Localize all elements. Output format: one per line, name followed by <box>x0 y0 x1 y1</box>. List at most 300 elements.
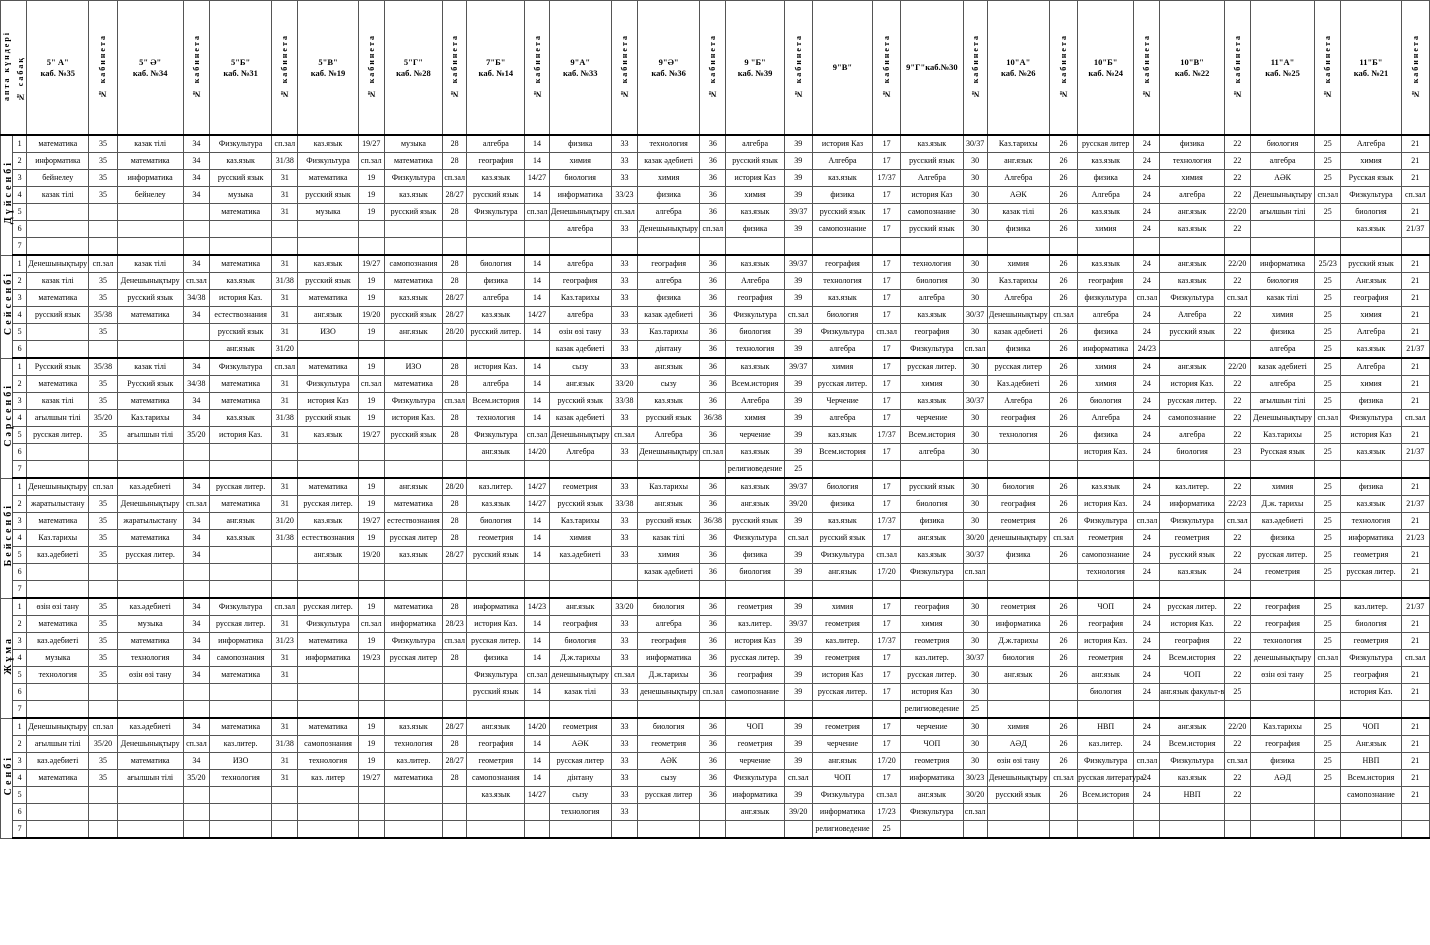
lesson-number: 6 <box>13 341 27 359</box>
room-cell <box>525 461 549 479</box>
lesson-row <box>1 667 1430 684</box>
room-cell: сп.зал <box>1315 650 1341 667</box>
room-cell: 34 <box>183 616 209 633</box>
subject-cell <box>1250 804 1314 821</box>
room-cell <box>963 821 987 839</box>
room-cell <box>443 444 467 461</box>
room-cell: 33 <box>611 221 637 238</box>
room-cell: 39/37 <box>784 204 812 221</box>
subject-cell: физика <box>987 341 1049 359</box>
room-cell: сп.зал <box>443 633 467 650</box>
subject-cell: Физкультура <box>1160 513 1224 530</box>
room-cell: 17 <box>873 204 901 221</box>
subject-cell: Денешынықтыру <box>27 478 89 496</box>
subject-cell: география <box>987 496 1049 513</box>
room-cell: 17 <box>873 307 901 324</box>
subject-cell: алгебра <box>638 204 700 221</box>
room-cell: 36 <box>700 290 726 307</box>
subject-cell: Физкультура <box>1160 753 1224 770</box>
subject-cell <box>1078 238 1134 256</box>
subject-cell: технология <box>1250 633 1314 650</box>
subject-cell: Каз.тарихы <box>638 478 700 496</box>
subject-cell: Физкультура <box>901 564 963 581</box>
subject-cell: математика <box>209 393 271 410</box>
cabinet-label: № кабинета <box>970 33 980 99</box>
room-cell: 28 <box>443 530 467 547</box>
subject-cell: русский язык <box>901 221 963 238</box>
subject-cell: география <box>812 255 872 273</box>
room-cell: 22 <box>1224 598 1250 616</box>
room-cell: 31/38 <box>272 736 298 753</box>
subject-cell <box>209 461 271 479</box>
room-cell: 24 <box>1134 410 1160 427</box>
room-cell: 14 <box>525 770 549 787</box>
room-cell: 39 <box>784 290 812 307</box>
subject-cell: Русский язык <box>27 358 89 376</box>
subject-cell: денешынықтыру <box>638 684 700 701</box>
subject-cell: Физкультура <box>812 787 872 804</box>
room-cell: 24 <box>1134 135 1160 153</box>
subject-cell: русская литер. <box>812 684 872 701</box>
subject-cell: биология <box>1341 204 1401 221</box>
day-name: Сейсенбі <box>3 271 14 336</box>
subject-cell: Всем.история <box>1341 770 1401 787</box>
room-cell: 17 <box>873 255 901 273</box>
subject-cell: математика <box>209 376 271 393</box>
room-cell: 14/27 <box>525 307 549 324</box>
room-cell: 39 <box>784 513 812 530</box>
room-cell: 34 <box>183 255 209 273</box>
room-cell: 19/20 <box>358 547 384 564</box>
room-cell: 26 <box>1049 358 1077 376</box>
room-cell: сп.зал <box>873 324 901 341</box>
subject-cell: Черчение <box>812 393 872 410</box>
subject-cell: каз.литер. <box>812 633 872 650</box>
subject-cell <box>384 667 442 684</box>
subject-cell <box>117 238 183 256</box>
room-cell: 30 <box>963 478 987 496</box>
subject-cell: казак әдебиеті <box>638 153 700 170</box>
subject-cell: алгебра <box>1160 187 1224 204</box>
lesson-row <box>1 427 1430 444</box>
subject-cell: Физкультура <box>209 358 271 376</box>
room-cell: 24 <box>1134 393 1160 410</box>
room-cell <box>183 684 209 701</box>
room-cell: 23 <box>1224 444 1250 461</box>
room-cell: 30 <box>963 410 987 427</box>
room-cell: 14 <box>525 684 549 701</box>
room-cell: 34 <box>183 393 209 410</box>
subject-cell: история Каз <box>901 187 963 204</box>
subject-cell <box>726 238 784 256</box>
subject-cell <box>1341 701 1401 719</box>
subject-cell: математика <box>117 153 183 170</box>
room-cell: 17 <box>873 410 901 427</box>
lesson-row <box>1 170 1430 187</box>
lesson-row <box>1 290 1430 307</box>
room-cell: 30 <box>963 513 987 530</box>
subject-cell: анг.язык <box>901 530 963 547</box>
room-cell: 28 <box>443 204 467 221</box>
subject-cell: Физкультура <box>384 393 442 410</box>
subject-cell: каз.язык <box>467 787 525 804</box>
subject-cell: Физкультура <box>209 598 271 616</box>
room-cell: 34 <box>183 753 209 770</box>
subject-cell: Каз.тарихы <box>549 513 611 530</box>
room-cell: 25 <box>784 461 812 479</box>
room-cell: сп.зал <box>784 530 812 547</box>
subject-cell: история Каз. <box>1078 496 1134 513</box>
lesson-number: 7 <box>13 238 27 256</box>
room-cell: 36 <box>700 255 726 273</box>
lesson-row <box>1 221 1430 238</box>
subject-cell <box>638 581 700 599</box>
room-cell <box>1315 701 1341 719</box>
subject-cell <box>1160 821 1224 839</box>
lesson-row <box>1 478 1430 496</box>
subject-cell: география <box>549 616 611 633</box>
room-cell: 19 <box>358 530 384 547</box>
room-cell: 25 <box>1315 444 1341 461</box>
room-cell: 24 <box>1134 547 1160 564</box>
subject-cell: география <box>638 255 700 273</box>
lesson-number: 6 <box>13 804 27 821</box>
subject-cell: Физкультура <box>1341 650 1401 667</box>
cabinet-label: № кабинета <box>280 33 290 99</box>
room-cell: 26 <box>1049 547 1077 564</box>
subject-cell: Физкультура <box>467 427 525 444</box>
room-cell: 21 <box>1401 135 1429 153</box>
subject-cell: русская литер. <box>117 547 183 564</box>
subject-cell: геометрия <box>467 530 525 547</box>
room-cell: 26 <box>1049 427 1077 444</box>
subject-cell <box>987 444 1049 461</box>
room-cell: 17 <box>873 444 901 461</box>
room-cell: 25/23 <box>1315 255 1341 273</box>
subject-cell: алгебра <box>638 273 700 290</box>
subject-cell: история Каз. <box>467 358 525 376</box>
subject-cell: казак тілі <box>117 358 183 376</box>
room-cell <box>611 564 637 581</box>
room-cell: 24 <box>1134 684 1160 701</box>
room-cell: сп.зал <box>611 427 637 444</box>
room-cell: 36 <box>700 598 726 616</box>
subject-cell: АӘК <box>549 736 611 753</box>
room-cell: 21 <box>1401 667 1429 684</box>
room-cell: 26 <box>1049 393 1077 410</box>
subject-cell <box>987 581 1049 599</box>
lesson-row <box>1 444 1430 461</box>
subject-cell: ЧОП <box>1341 718 1401 736</box>
room-cell <box>89 701 117 719</box>
subject-cell: Алгебра <box>1341 324 1401 341</box>
room-cell: 31 <box>272 255 298 273</box>
subject-cell: каз.литер. <box>726 616 784 633</box>
subject-cell: биология <box>726 324 784 341</box>
subject-cell <box>27 238 89 256</box>
room-cell <box>183 204 209 221</box>
subject-cell: анг.язык <box>812 753 872 770</box>
subject-cell: технология <box>384 736 442 753</box>
subject-cell <box>384 444 442 461</box>
subject-cell: алгебра <box>1160 427 1224 444</box>
cabinet-label: № кабинета <box>450 33 460 99</box>
subject-cell: география <box>901 324 963 341</box>
room-cell: 30 <box>963 221 987 238</box>
room-cell: 33 <box>611 684 637 701</box>
room-cell: 30/20 <box>963 530 987 547</box>
room-cell <box>1049 581 1077 599</box>
subject-cell: алгебра <box>901 290 963 307</box>
room-cell: 33 <box>611 135 637 153</box>
subject-cell: каз.язык <box>298 513 358 530</box>
class-name: 11"А" <box>1270 56 1295 67</box>
room-cell: 26 <box>1049 255 1077 273</box>
subject-cell: география <box>901 598 963 616</box>
subject-cell: алгебра <box>549 307 611 324</box>
subject-cell <box>384 684 442 701</box>
subject-cell <box>384 581 442 599</box>
room-cell: 19 <box>358 718 384 736</box>
subject-cell: Денешынықтыру <box>987 307 1049 324</box>
cabinet-label: № кабинета <box>793 33 803 99</box>
cabinet-label: № кабинета <box>1142 33 1152 99</box>
subject-cell: денешынықтыру <box>1250 650 1314 667</box>
room-cell: 39 <box>784 650 812 667</box>
subject-cell: каз.язык <box>467 307 525 324</box>
room-cell: 35 <box>89 324 117 341</box>
subject-cell <box>209 547 271 564</box>
room-cell: 26 <box>1049 753 1077 770</box>
corner-lesson-label: № сабақ <box>15 55 25 102</box>
room-cell: 14/20 <box>525 444 549 461</box>
subject-cell: биология <box>812 478 872 496</box>
room-cell: 14 <box>525 753 549 770</box>
subject-cell: русская литер. <box>298 598 358 616</box>
room-cell: сп.зал <box>1315 410 1341 427</box>
day-cell <box>1 255 13 358</box>
subject-cell: русский язык <box>384 307 442 324</box>
lesson-row <box>1 547 1430 564</box>
subject-cell: каз.язык <box>812 513 872 530</box>
room-cell <box>272 564 298 581</box>
subject-cell: математика <box>27 376 89 393</box>
room-cell: 39 <box>784 564 812 581</box>
room-cell <box>183 821 209 839</box>
room-cell: 28 <box>443 513 467 530</box>
room-cell: 17 <box>873 341 901 359</box>
room-cell: 14 <box>525 358 549 376</box>
room-cell <box>1224 341 1250 359</box>
room-cell: 28 <box>443 427 467 444</box>
class-name: 5"Г" <box>403 56 423 67</box>
room-cell: 34/38 <box>183 376 209 393</box>
class-room: каб. №22 <box>1174 67 1210 78</box>
room-cell <box>1315 787 1341 804</box>
subject-cell <box>27 461 89 479</box>
room-cell <box>272 461 298 479</box>
room-cell: 17 <box>873 616 901 633</box>
room-cell: сп.зал <box>1224 513 1250 530</box>
room-cell: 22 <box>1224 410 1250 427</box>
room-cell: 26 <box>1049 718 1077 736</box>
room-cell: сп.зал <box>272 598 298 616</box>
subject-cell: ЧОП <box>812 770 872 787</box>
cabinet-label: № кабинета <box>1059 33 1068 99</box>
room-cell: 25 <box>1315 598 1341 616</box>
class-header <box>638 1 700 136</box>
room-cell: 25 <box>1315 496 1341 513</box>
subject-cell: география <box>1078 616 1134 633</box>
subject-cell: география <box>726 290 784 307</box>
subject-cell <box>467 564 525 581</box>
room-cell: 30 <box>963 718 987 736</box>
subject-cell: каз.язык <box>812 427 872 444</box>
subject-cell: анг.язык <box>549 598 611 616</box>
room-cell: 22 <box>1224 736 1250 753</box>
subject-cell: Русская язык <box>1250 444 1314 461</box>
room-cell: 39 <box>784 221 812 238</box>
room-cell: 19 <box>358 393 384 410</box>
lesson-number: 5 <box>13 667 27 684</box>
room-cell: 36 <box>700 393 726 410</box>
room-cell: 35 <box>89 513 117 530</box>
subject-cell: физика <box>467 273 525 290</box>
subject-cell: анг.язык <box>467 444 525 461</box>
room-cell: 33 <box>611 478 637 496</box>
room-cell <box>963 238 987 256</box>
class-room: каб. №14 <box>478 67 514 78</box>
subject-cell: сызу <box>638 770 700 787</box>
room-cell: 30 <box>963 324 987 341</box>
subject-cell: география <box>1250 736 1314 753</box>
room-cell: 31 <box>272 427 298 444</box>
class-header <box>1078 1 1134 136</box>
room-cell: 25 <box>1315 667 1341 684</box>
room-cell <box>443 461 467 479</box>
subject-cell: химия <box>638 170 700 187</box>
subject-cell: алгебра <box>549 221 611 238</box>
subject-cell: алгебра <box>726 135 784 153</box>
subject-cell: Всем.история <box>1160 650 1224 667</box>
subject-cell: Физкультура <box>812 324 872 341</box>
room-cell: сп.зал <box>873 547 901 564</box>
subject-cell: геометрия <box>812 650 872 667</box>
subject-cell: анг.язык <box>467 718 525 736</box>
room-cell <box>443 701 467 719</box>
subject-cell: математика <box>298 633 358 650</box>
subject-cell: Денешынықтыру <box>1250 410 1314 427</box>
room-cell <box>1401 461 1429 479</box>
room-cell <box>358 684 384 701</box>
subject-cell: русская литер <box>987 358 1049 376</box>
subject-cell <box>298 221 358 238</box>
room-cell <box>443 684 467 701</box>
room-cell <box>873 581 901 599</box>
lesson-row <box>1 324 1430 341</box>
subject-cell: математика <box>384 376 442 393</box>
room-cell: 19 <box>358 290 384 307</box>
room-cell: сп.зал <box>1049 530 1077 547</box>
subject-cell: Алгебра <box>1341 135 1401 153</box>
subject-cell: биология <box>987 650 1049 667</box>
subject-cell: история Каз. <box>384 410 442 427</box>
subject-cell: самопознание <box>1160 410 1224 427</box>
subject-cell: самопознание <box>1341 787 1401 804</box>
subject-cell: русская литер. <box>1160 393 1224 410</box>
room-cell: 39 <box>784 153 812 170</box>
room-cell: 39/37 <box>784 358 812 376</box>
subject-cell: алгебра <box>1078 307 1134 324</box>
subject-cell: физика <box>638 187 700 204</box>
subject-cell: геометрия <box>812 616 872 633</box>
subject-cell: Каз.тарихы <box>987 273 1049 290</box>
room-cell: 17 <box>873 273 901 290</box>
room-cell <box>784 821 812 839</box>
room-cell <box>525 238 549 256</box>
lesson-row <box>1 135 1430 153</box>
subject-cell: русский язык <box>726 513 784 530</box>
subject-cell: Всем.история <box>1160 736 1224 753</box>
room-cell: 21 <box>1401 513 1429 530</box>
day-name: Жұма <box>3 635 14 675</box>
room-cell <box>1049 821 1077 839</box>
room-cell: сп.зал <box>183 736 209 753</box>
room-cell: 36 <box>700 718 726 736</box>
room-cell: 17 <box>873 736 901 753</box>
subject-cell <box>1341 238 1401 256</box>
subject-cell <box>987 684 1049 701</box>
room-cell: 17/37 <box>873 170 901 187</box>
room-cell <box>443 564 467 581</box>
subject-cell: география <box>987 410 1049 427</box>
room-cell: 14 <box>525 547 549 564</box>
room-cell: 25 <box>1315 770 1341 787</box>
room-cell: 17 <box>873 718 901 736</box>
room-cell: сп.зал <box>1049 770 1077 787</box>
subject-cell: химия <box>1341 153 1401 170</box>
room-cell: сп.зал <box>358 153 384 170</box>
subject-cell <box>1160 701 1224 719</box>
room-cell: 30 <box>963 273 987 290</box>
room-cell: 21 <box>1401 478 1429 496</box>
room-cell: 17/20 <box>873 753 901 770</box>
subject-cell: физика <box>1341 478 1401 496</box>
room-cell: 19/27 <box>358 770 384 787</box>
room-cell: сп.зал <box>963 804 987 821</box>
subject-cell <box>298 821 358 839</box>
room-cell: 33 <box>611 290 637 307</box>
class-name: 5"В" <box>318 56 338 67</box>
subject-cell <box>1250 221 1314 238</box>
room-cell <box>1224 461 1250 479</box>
subject-cell: Денешынықтыру <box>549 204 611 221</box>
subject-cell <box>1341 461 1401 479</box>
room-cell: сп.зал <box>525 667 549 684</box>
subject-cell: русский язык <box>298 410 358 427</box>
room-cell: сп.зал <box>358 616 384 633</box>
room-cell: 22 <box>1224 153 1250 170</box>
room-cell: 34 <box>183 153 209 170</box>
room-cell: 36 <box>700 273 726 290</box>
room-cell <box>358 461 384 479</box>
room-cell: сп.зал <box>700 684 726 701</box>
subject-cell <box>27 804 89 821</box>
lesson-number: 6 <box>13 564 27 581</box>
subject-cell: химия <box>901 616 963 633</box>
room-cell: 26 <box>1049 341 1077 359</box>
subject-cell: технология <box>638 135 700 153</box>
